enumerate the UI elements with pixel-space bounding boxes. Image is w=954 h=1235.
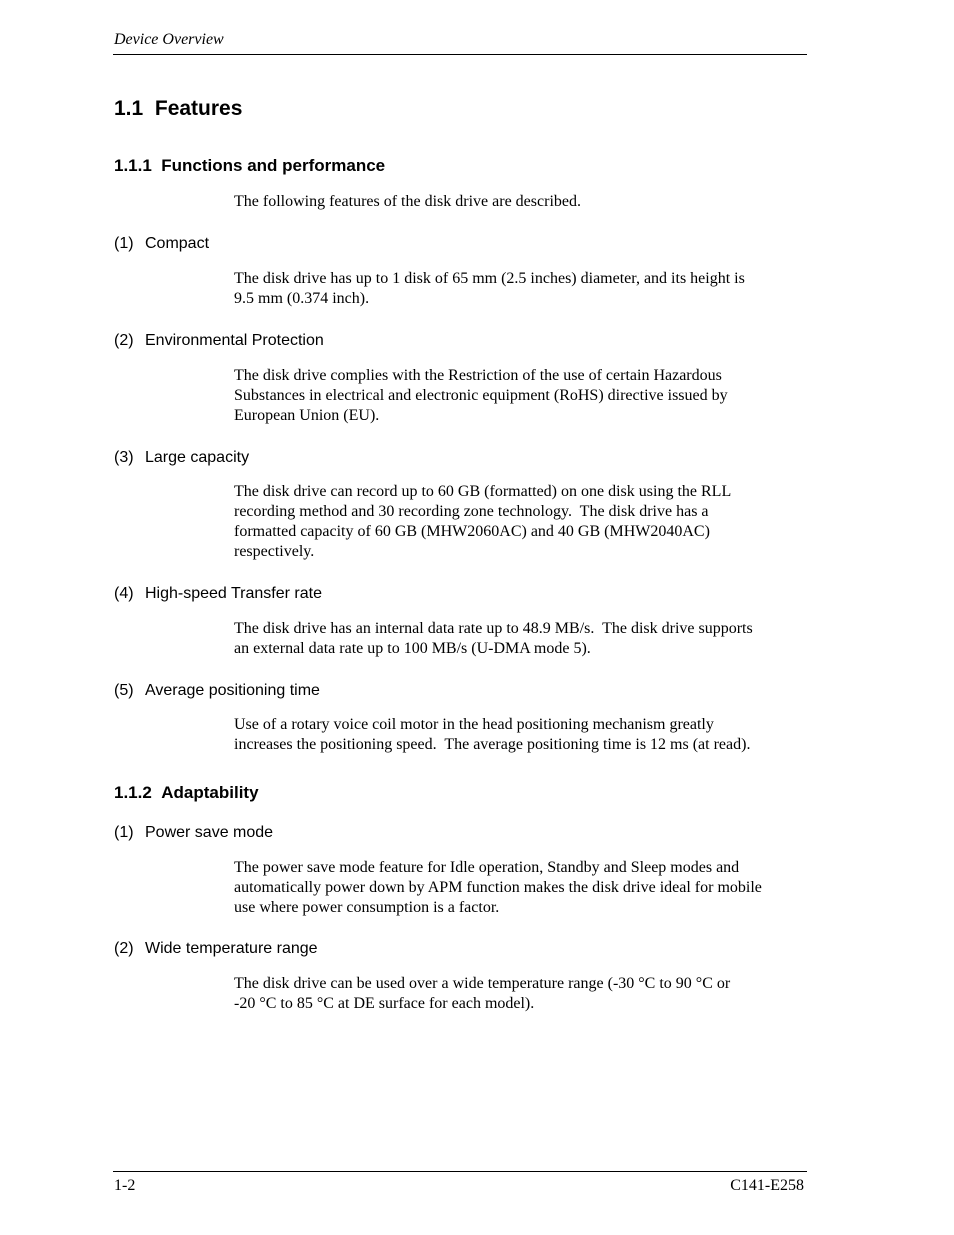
item-label: (1) <box>114 824 134 841</box>
subsection-number: 1.1.1 <box>114 156 152 175</box>
document-code: C141-E258 <box>730 1177 804 1194</box>
subsection-number: 1.1.2 <box>114 783 152 802</box>
item-heading-environmental <box>114 332 324 350</box>
text-line: an external data rate up to 100 MB/s (U-DMA mode 5). <box>234 640 591 657</box>
text-line: increases the positioning speed. The average positioning time is 12 ms (at read). <box>234 736 751 753</box>
section-heading <box>114 97 242 121</box>
item-body-positioning <box>234 715 809 755</box>
footer-rule <box>113 1171 807 1172</box>
text-line: recording method and 30 recording zone technology. The disk drive has a <box>234 503 709 520</box>
text-line: The following features of the disk drive are described. <box>234 193 581 210</box>
subsection-intro <box>234 192 809 212</box>
running-header: Device Overview <box>114 31 224 48</box>
item-label: (3) <box>114 449 134 466</box>
text-line: The disk drive has up to 1 disk of 65 mm (2.5 inches) diameter, and its height is <box>234 270 745 287</box>
item-label: (2) <box>114 332 134 349</box>
text-line: The disk drive can be used over a wide temperature range (-30 °C to 90 °C or <box>234 975 731 992</box>
text-line: 9.5 mm (0.374 inch). <box>234 290 370 307</box>
text-line: formatted capacity of 60 GB (MHW2060AC) and 40 GB (MHW2040AC) <box>234 523 710 540</box>
subsection-heading-functions <box>114 156 385 176</box>
text-line: The disk drive complies with the Restriction of the use of certain Hazardous <box>234 367 722 384</box>
item-heading-temperature <box>114 940 318 958</box>
item-title: Wide temperature range <box>145 940 318 957</box>
text-line: The power save mode feature for Idle operation, Standby and Sleep modes and <box>234 859 740 876</box>
item-label: (2) <box>114 940 134 957</box>
item-body-compact <box>234 269 809 309</box>
item-body-transfer-rate <box>234 619 809 659</box>
item-label: (4) <box>114 585 134 602</box>
text-line: -20 °C to 85 °C at DE surface for each model). <box>234 995 535 1012</box>
text-line: use where power consumption is a factor. <box>234 899 500 916</box>
section-title: Features <box>154 97 243 120</box>
item-heading-power-save <box>114 824 273 842</box>
text-line: automatically power down by APM function makes the disk drive ideal for mobile <box>234 879 762 896</box>
item-title: High-speed Transfer rate <box>145 585 322 602</box>
item-title: Power save mode <box>145 824 274 841</box>
item-heading-positioning <box>114 682 320 700</box>
item-heading-capacity <box>114 449 249 467</box>
item-heading-transfer-rate <box>114 585 322 603</box>
item-body-power-save <box>234 858 809 918</box>
page-number: 1-2 <box>114 1177 136 1194</box>
text-line: The disk drive can record up to 60 GB (formatted) on one disk using the RLL <box>234 483 732 500</box>
item-label: (1) <box>114 235 134 252</box>
item-body-capacity <box>234 482 809 562</box>
item-body-temperature <box>234 974 809 1014</box>
header-rule <box>113 54 807 55</box>
subsection-title: Adaptability <box>161 783 259 802</box>
item-body-environmental <box>234 366 809 426</box>
text-line: Use of a rotary voice coil motor in the head positioning mechanism greatly <box>234 716 714 733</box>
item-title: Compact <box>145 235 210 252</box>
text-line: The disk drive has an internal data rate up to 48.9 MB/s. The disk drive supports <box>234 620 753 637</box>
section-number: 1.1 <box>114 97 144 120</box>
subsection-heading-adaptability <box>114 783 259 803</box>
item-heading-compact <box>114 235 209 253</box>
subsection-title: Functions and performance <box>161 156 386 175</box>
text-line: Substances in electrical and electronic equipment (RoHS) directive issued by <box>234 387 728 404</box>
text-line: European Union (EU). <box>234 407 380 424</box>
item-title: Large capacity <box>145 449 250 466</box>
item-label: (5) <box>114 682 134 699</box>
text-line: respectively. <box>234 543 315 560</box>
item-title: Average positioning time <box>145 682 320 699</box>
item-title: Environmental Protection <box>145 332 324 349</box>
